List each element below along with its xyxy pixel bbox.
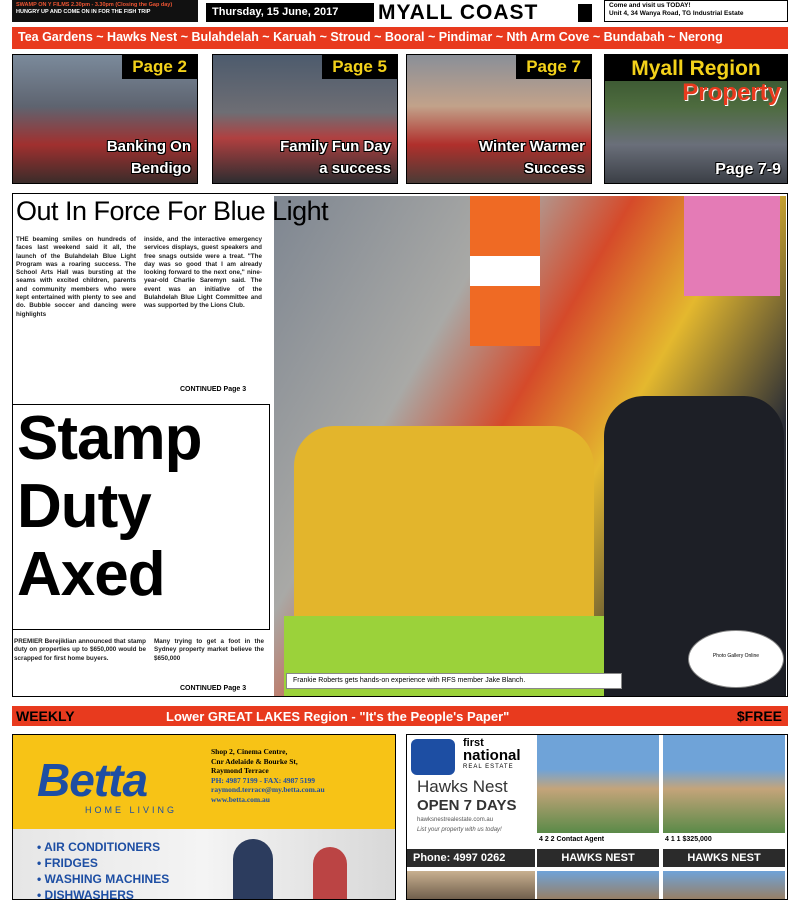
fn-list-text: List your property with us today! bbox=[417, 827, 502, 833]
photo-caption: Frankie Roberts gets hands-on experience with RFS member Jake Blanch. bbox=[286, 673, 622, 689]
betta-subtitle: HOME LIVING bbox=[85, 805, 178, 815]
betta-contact bbox=[211, 747, 393, 804]
traffic-cone bbox=[470, 196, 540, 346]
stamp-duty-continued[interactable]: CONTINUED Page 3 bbox=[180, 685, 247, 692]
pink-bucket bbox=[684, 196, 780, 296]
property-pages: Page 7-9 bbox=[715, 161, 781, 178]
listing-photo[interactable] bbox=[407, 871, 535, 900]
weekly-label: WEEKLY bbox=[16, 708, 75, 724]
listing-photo[interactable] bbox=[537, 871, 659, 900]
teaser-caption bbox=[107, 136, 191, 180]
teaser-caption bbox=[479, 136, 585, 180]
property-region: Myall Region bbox=[605, 55, 787, 81]
fn-website[interactable]: hawksnestrealestate.com.au bbox=[417, 817, 494, 823]
teaser-caption-line: a success bbox=[319, 160, 391, 177]
address-line-1: Come and visit us TODAY! bbox=[609, 2, 691, 9]
fn-real-estate: REAL ESTATE bbox=[463, 764, 514, 770]
teaser-bendigo[interactable] bbox=[12, 54, 198, 184]
main-story-photo bbox=[274, 196, 786, 696]
betta-logo: Betta bbox=[37, 754, 148, 806]
betta-address-line: Raymond Terrace bbox=[211, 766, 269, 775]
listing-stats: 4 1 1 $325,000 bbox=[663, 835, 785, 849]
headline-line: Axed bbox=[17, 540, 165, 609]
teaser-caption-line: Family Fun Day bbox=[280, 138, 391, 155]
first-national-logo bbox=[411, 737, 535, 777]
teaser-property[interactable] bbox=[604, 54, 788, 184]
teaser-caption-line: Banking On bbox=[106, 138, 191, 155]
betta-product: • WASHING MACHINES bbox=[37, 872, 170, 886]
betta-website[interactable]: www.betta.com.au bbox=[211, 794, 270, 804]
teaser-page-label: Page 2 bbox=[122, 55, 197, 79]
weekly-tagline: Lower GREAT LAKES Region - "It's the People's Paper" bbox=[166, 709, 510, 724]
listing-photo[interactable] bbox=[663, 735, 785, 833]
stamp-duty-col-2: Many trying to get a foot in the Sydney property market believe the $650,000 bbox=[154, 638, 264, 662]
betta-saleswoman bbox=[313, 847, 347, 900]
listing-photo[interactable] bbox=[663, 871, 785, 900]
teaser-caption-line: Success bbox=[524, 160, 585, 177]
main-story-col-2: inside, and the interactive emergency services displays, guest speakers and free snags outside were a treat. "The day was so good that I am already looking forward to the next one," nine-year-old Charlie Saremyn said. The event was an initiative of the Bulahdelah Blue Light Committee and was supported by the Lions Club. bbox=[144, 236, 262, 310]
fn-first: first bbox=[463, 737, 484, 749]
stamp-duty-headline[interactable] bbox=[12, 404, 270, 630]
weekly-bar bbox=[12, 706, 788, 726]
address-box bbox=[604, 0, 788, 22]
free-label: $FREE bbox=[736, 708, 782, 724]
teaser-family-fun-day[interactable] bbox=[212, 54, 398, 184]
betta-product: • FRIDGES bbox=[37, 856, 98, 870]
betta-product: • AIR CONDITIONERS bbox=[37, 840, 161, 854]
teaser-page-label: Page 7 bbox=[516, 55, 591, 79]
betta-product-list bbox=[37, 839, 169, 900]
promo-line-1: SWAMP ON Y FILMS 2.30pm - 3.30pm (Closing the Gap day) bbox=[16, 2, 173, 8]
stamp-duty-col-1: PREMIER Berejiklian announced that stamp duty on properties up to $650,000 would be scrapped for first home buyers. bbox=[14, 638, 146, 662]
betta-address-line: Cnr Adelaide & Bourke St, bbox=[211, 756, 298, 766]
town-bar: Tea Gardens ~ Hawks Nest ~ Bulahdelah ~ Karuah ~ Stroud ~ Booral ~ Pindimar ~ Nth Arm Cove ~ Bundabah ~ Nerong bbox=[12, 27, 788, 49]
betta-email[interactable]: raymond.terrace@my.betta.com.au bbox=[211, 785, 325, 794]
teaser-caption-line: Winter Warmer bbox=[479, 138, 585, 155]
masthead-block bbox=[578, 4, 592, 22]
listing-photo[interactable] bbox=[537, 735, 659, 833]
top-strip bbox=[0, 0, 800, 25]
property-title: Property bbox=[682, 79, 781, 106]
issue-date: Thursday, 15 June, 2017 bbox=[206, 3, 374, 22]
promo-box bbox=[12, 0, 198, 22]
fn-national: national bbox=[463, 747, 521, 764]
main-headline[interactable]: Out In Force For Blue Light bbox=[16, 196, 329, 226]
address-line-2: Unit 4, 34 Wanya Road, TG Industrial Estate bbox=[609, 10, 744, 17]
fn-phone: Phone: 4997 0262 bbox=[407, 849, 535, 867]
main-story-continued[interactable]: CONTINUED Page 3 bbox=[180, 386, 247, 393]
first-national-logo-mark bbox=[411, 739, 455, 775]
teaser-page-label: Page 5 bbox=[322, 55, 397, 79]
masthead: MYALL COAST bbox=[378, 1, 539, 24]
promo-line-2: HUNGRY UP AND COME ON IN FOR THE FISH TRIP bbox=[16, 9, 151, 15]
listing-stats: 4 2 2 Contact Agent bbox=[537, 835, 659, 849]
teaser-winter-warmer[interactable] bbox=[406, 54, 592, 184]
betta-phone: PH: 4987 7199 - FAX: 4987 5199 bbox=[211, 775, 316, 785]
betta-salesman bbox=[233, 839, 273, 900]
headline-line: Stamp bbox=[17, 404, 202, 473]
teaser-caption-line: Bendigo bbox=[131, 160, 191, 177]
photo-gallery-badge[interactable]: Photo Gallery Online bbox=[688, 630, 784, 688]
listing-location: HAWKS NEST bbox=[663, 849, 785, 867]
first-national-ad[interactable] bbox=[406, 734, 788, 900]
teaser-caption bbox=[280, 136, 391, 180]
betta-ad[interactable] bbox=[12, 734, 396, 900]
main-story-col-1: THE beaming smiles on hundreds of faces last weekend said it all, the launch of the Bulahdelah Blue Light Program was a roaring success. The School Arts Hall was bursting at the seams with excited children, parents and community members who were kept entertained with plenty to see and do. Bubble soccer and dancing were highlights bbox=[16, 236, 136, 318]
rfs-member-shirt bbox=[294, 426, 594, 626]
fn-office-name: Hawks Nest bbox=[417, 777, 508, 796]
betta-address-line: Shop 2, Cinema Centre, bbox=[211, 747, 288, 756]
headline-line: Duty bbox=[17, 472, 151, 541]
fn-open-hours: OPEN 7 DAYS bbox=[417, 797, 517, 814]
listing-location: HAWKS NEST bbox=[537, 849, 659, 867]
betta-product: • DISHWASHERS bbox=[37, 888, 134, 900]
